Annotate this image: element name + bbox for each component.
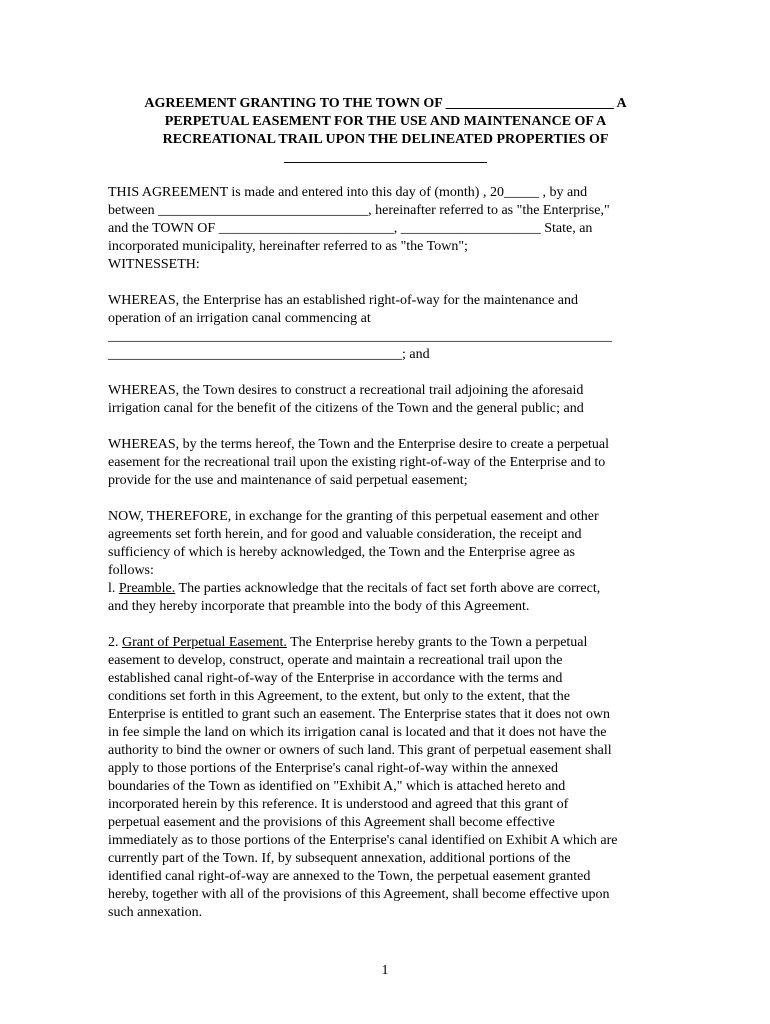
section-text: The parties acknowledge that the recitals of fact set forth above are correct,	[175, 581, 601, 596]
whereas-paragraph-1	[108, 292, 668, 364]
section-heading: Preamble.	[118, 581, 176, 596]
text-line: incorporated herein by this reference. It is understood and agreed that this grant of	[108, 797, 569, 812]
text-line: identified canal right-of-way are annexed to the Town, the perpetual easement granted	[108, 869, 591, 884]
document-body	[108, 184, 668, 922]
text-line: agreements set forth herein, and for good and valuable consideration, the receipt and	[108, 527, 582, 542]
text-line: hereby, together with all of the provisions of this Agreement, shall become effective upon	[108, 887, 610, 902]
text-line: provide for the use and maintenance of said perpetual easement;	[108, 473, 468, 488]
text-line: apply to those portions of the Enterprise's canal right-of-way within the annexed	[108, 761, 559, 776]
section-text: The Enterprise hereby grants to the Town a perpetual	[286, 635, 588, 650]
text-line: boundaries of the Town as identified on "Exhibit A," which is attached hereto and	[108, 779, 566, 794]
text-line: WHEREAS, by the terms hereof, the Town and the Enterprise desire to create a perpetual	[108, 437, 610, 452]
text-line: authority to bind the owner or owners of such land. This grant of perpetual easement shall	[108, 743, 612, 758]
text-line: __________________________________________; and	[108, 347, 430, 362]
title-line: _____________________________	[284, 150, 487, 165]
whereas-paragraph-3	[108, 436, 668, 490]
intro-paragraph	[108, 184, 668, 274]
text-line: easement to develop, construct, operate and maintain a recreational trail upon the	[108, 653, 563, 668]
text-line: conditions set forth in this Agreement, to the extent, but only to the extent, that the	[108, 689, 570, 704]
title-line: RECREATIONAL TRAIL UPON THE DELINEATED PROPERTIES OF	[162, 132, 609, 147]
text-line: irrigation canal for the benefit of the citizens of the Town and the general public; and	[108, 401, 584, 416]
now-therefore-paragraph	[108, 508, 668, 580]
text-line: and the TOWN OF _________________________, ____________________ State, an	[108, 221, 593, 236]
text-line: such annexation.	[108, 905, 203, 920]
section-first-line	[108, 580, 668, 598]
text-line: and they hereby incorporate that preamble into the body of this Agreement.	[108, 599, 530, 614]
text-line: between ______________________________, hereinafter referred to as "the Enterprise,"	[108, 203, 610, 218]
section-2-grant	[108, 634, 668, 922]
text-line: established canal right-of-way of the Enterprise in accordance with the terms and	[108, 671, 563, 686]
text-line: Enterprise is entitled to grant such an easement. The Enterprise states that it does not own	[108, 707, 611, 722]
text-line: immediately as to those portions of the Enterprise's canal identified on Exhibit A which are	[108, 833, 618, 848]
text-line: perpetual easement and the provisions of this Agreement shall become effective	[108, 815, 555, 830]
title-line: AGREEMENT GRANTING TO THE TOWN OF ________________________ A	[144, 96, 627, 111]
section-1-preamble	[108, 580, 668, 616]
text-line: ________________________________________________________________________	[108, 329, 612, 344]
section-heading: Grant of Perpetual Easement.	[122, 635, 287, 650]
text-line: easement for the recreational trail upon the existing right-of-way of the Enterprise and to	[108, 455, 606, 470]
text-line: THIS AGREEMENT is made and entered into this day of (month) , 20_____ , by and	[108, 185, 588, 200]
document-title	[108, 95, 663, 167]
text-line: WITNESSETH:	[108, 257, 200, 272]
section-number: l.	[108, 581, 119, 596]
text-line: currently part of the Town. If, by subsequent annexation, additional portions of the	[108, 851, 571, 866]
text-line: NOW, THEREFORE, in exchange for the granting of this perpetual easement and other	[108, 509, 599, 524]
section-first-line	[108, 634, 668, 652]
text-line: WHEREAS, the Town desires to construct a recreational trail adjoining the aforesaid	[108, 383, 584, 398]
text-line: sufficiency of which is hereby acknowledged, the Town and the Enterprise agree as	[108, 545, 575, 560]
page-number: 1	[381, 963, 389, 978]
text-line: incorporated municipality, hereinafter referred to as "the Town";	[108, 239, 468, 254]
text-line: follows:	[108, 563, 154, 578]
section-number: 2.	[108, 635, 122, 650]
text-line: in fee simple the land on which its irrigation canal is located and that it does not have the	[108, 725, 607, 740]
whereas-paragraph-2	[108, 382, 668, 418]
title-line: PERPETUAL EASEMENT FOR THE USE AND MAINTENANCE OF A	[164, 114, 607, 129]
text-line: WHEREAS, the Enterprise has an established right-of-way for the maintenance and	[108, 293, 579, 308]
text-line: operation of an irrigation canal commencing at	[108, 311, 371, 326]
